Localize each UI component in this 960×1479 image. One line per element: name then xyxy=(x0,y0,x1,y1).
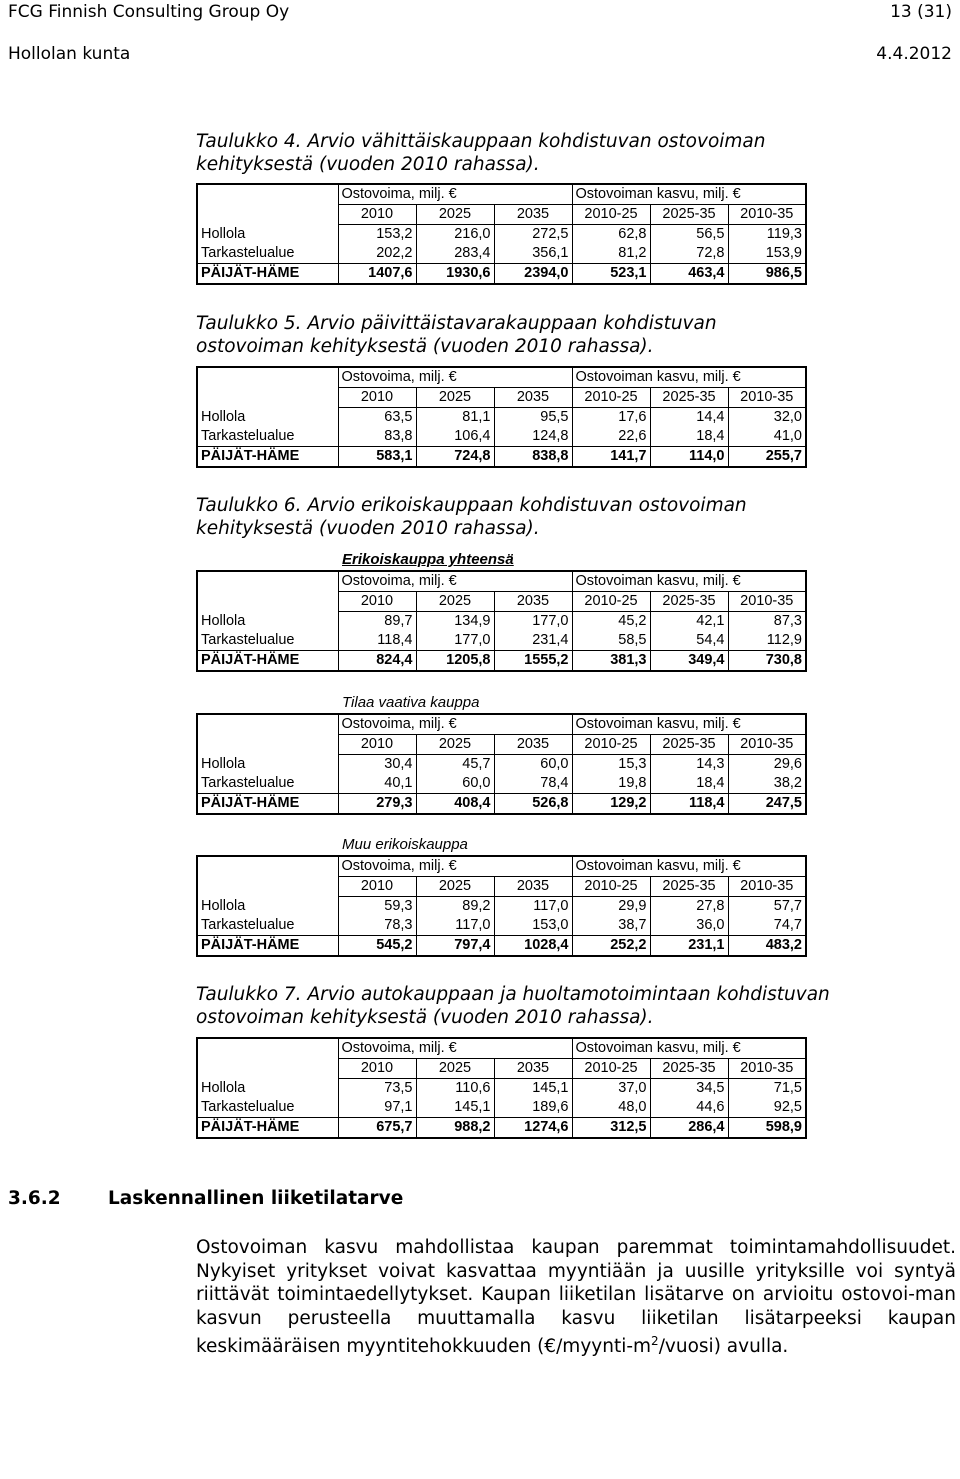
group-header-ostovoima: Ostovoima, milj. € xyxy=(338,184,572,205)
table-cell: 145,1 xyxy=(416,1098,494,1118)
table-row xyxy=(197,264,806,285)
table-cell: 92,5 xyxy=(728,1098,806,1118)
table-cell: 73,5 xyxy=(338,1079,416,1099)
table-cell: 797,4 xyxy=(416,936,494,957)
table-7 xyxy=(196,1037,807,1139)
section-title: Laskennallinen liiketilatarve xyxy=(108,1188,404,1209)
table-cell: 60,0 xyxy=(416,774,494,794)
column-header: 2010-35 xyxy=(728,388,806,408)
table-cell: 106,4 xyxy=(416,427,494,447)
table-cell: 110,6 xyxy=(416,1079,494,1099)
table-cell: 252,2 xyxy=(572,936,650,957)
table-cell: 78,3 xyxy=(338,916,416,936)
table-cell: 58,5 xyxy=(572,631,650,651)
table-cell: 37,0 xyxy=(572,1079,650,1099)
column-header-row xyxy=(197,1059,806,1079)
column-header: 2035 xyxy=(494,877,572,897)
table-cell: 32,0 xyxy=(728,408,806,428)
table-cell: 381,3 xyxy=(572,651,650,672)
caption-text-line2: kehityksestä (vuoden 2010 rahassa). xyxy=(196,154,540,175)
caption-text: Arvio vähittäiskauppaan kohdistuvan ostovoiman xyxy=(307,131,766,152)
table-cell: 231,1 xyxy=(650,936,728,957)
table-cell: 34,5 xyxy=(650,1079,728,1099)
table-cell: 117,0 xyxy=(416,916,494,936)
table-cell: 724,8 xyxy=(416,447,494,468)
column-header: 2010-25 xyxy=(572,1059,650,1079)
table-cell: 19,8 xyxy=(572,774,650,794)
table-cell: 29,9 xyxy=(572,897,650,917)
page-subheader xyxy=(8,44,952,64)
column-header: 2010-25 xyxy=(572,388,650,408)
table-row xyxy=(197,651,806,672)
table-row xyxy=(197,774,806,794)
table-cell: 36,0 xyxy=(650,916,728,936)
table-cell: 1205,8 xyxy=(416,651,494,672)
table-cell: 177,0 xyxy=(416,631,494,651)
column-header: 2010 xyxy=(338,592,416,612)
table-cell: 356,1 xyxy=(494,244,572,264)
column-header: 2035 xyxy=(494,592,572,612)
table-cell: 48,0 xyxy=(572,1098,650,1118)
row-label: Hollola xyxy=(201,408,246,425)
table-row xyxy=(197,225,806,245)
group-header-row xyxy=(197,571,806,592)
table-row xyxy=(197,612,806,632)
table-cell: 119,3 xyxy=(728,225,806,245)
table-cell: 54,4 xyxy=(650,631,728,651)
table-cell: 523,1 xyxy=(572,264,650,285)
table-cell: 89,2 xyxy=(416,897,494,917)
table-cell: 40,1 xyxy=(338,774,416,794)
group-header-kasvu: Ostovoiman kasvu, milj. € xyxy=(572,1038,806,1059)
column-header: 2010 xyxy=(338,877,416,897)
table-5 xyxy=(196,366,807,468)
group-header-kasvu: Ostovoiman kasvu, milj. € xyxy=(572,571,806,592)
table-cell: 272,5 xyxy=(494,225,572,245)
section-heading xyxy=(8,1188,491,1209)
group-header-kasvu: Ostovoiman kasvu, milj. € xyxy=(572,856,806,877)
group-header-row xyxy=(197,1038,806,1059)
page-number: 13 (31) xyxy=(890,2,952,22)
table-row xyxy=(197,408,806,428)
table-cell: 29,6 xyxy=(728,755,806,775)
table-cell: 30,4 xyxy=(338,755,416,775)
table-cell: 62,8 xyxy=(572,225,650,245)
table-cell: 18,4 xyxy=(650,427,728,447)
column-header: 2025 xyxy=(416,205,494,225)
column-header: 2025-35 xyxy=(650,205,728,225)
row-label: Hollola xyxy=(201,1079,246,1096)
table-row xyxy=(197,897,806,917)
table-cell: 247,5 xyxy=(728,794,806,815)
table-cell: 526,8 xyxy=(494,794,572,815)
table-cell: 44,6 xyxy=(650,1098,728,1118)
table-row xyxy=(197,244,806,264)
table-cell: 14,4 xyxy=(650,408,728,428)
column-header-row xyxy=(197,735,806,755)
table-cell: 231,4 xyxy=(494,631,572,651)
column-header-row xyxy=(197,388,806,408)
table-row xyxy=(197,755,806,775)
table-cell: 71,5 xyxy=(728,1079,806,1099)
column-header: 2025-35 xyxy=(650,877,728,897)
table-cell: 216,0 xyxy=(416,225,494,245)
table-cell: 112,9 xyxy=(728,631,806,651)
body-paragraph xyxy=(196,1236,956,1359)
table-cell: 279,3 xyxy=(338,794,416,815)
subtitle-tilaa-vaativa: Tilaa vaativa kauppa xyxy=(342,694,480,711)
column-header: 2010-25 xyxy=(572,877,650,897)
table-cell: 38,7 xyxy=(572,916,650,936)
caption-label: Taulukko 6. xyxy=(196,495,302,516)
table-cell: 83,8 xyxy=(338,427,416,447)
paragraph-text-end: /vuosi) avulla. xyxy=(658,1336,789,1358)
table-row xyxy=(197,447,806,468)
caption-table-5 xyxy=(196,312,717,358)
table-cell: 153,9 xyxy=(728,244,806,264)
caption-table-6 xyxy=(196,494,747,540)
caption-table-4 xyxy=(196,130,765,176)
column-header: 2035 xyxy=(494,735,572,755)
table-cell: 81,2 xyxy=(572,244,650,264)
table-cell: 1930,6 xyxy=(416,264,494,285)
table-cell: 545,2 xyxy=(338,936,416,957)
row-label: Hollola xyxy=(201,225,246,242)
column-header: 2035 xyxy=(494,205,572,225)
column-header: 2035 xyxy=(494,1059,572,1079)
table-cell: 95,5 xyxy=(494,408,572,428)
column-header: 2025-35 xyxy=(650,1059,728,1079)
table-cell: 87,3 xyxy=(728,612,806,632)
table-cell: 81,1 xyxy=(416,408,494,428)
table-cell: 141,7 xyxy=(572,447,650,468)
table-cell: 730,8 xyxy=(728,651,806,672)
table-4 xyxy=(196,183,807,285)
row-label: Hollola xyxy=(201,897,246,914)
table-6c xyxy=(196,855,807,957)
table-cell: 1407,6 xyxy=(338,264,416,285)
caption-text-line2: ostovoiman kehityksestä (vuoden 2010 rahassa). xyxy=(196,1007,654,1028)
table-cell: 177,0 xyxy=(494,612,572,632)
section-number: 3.6.2 xyxy=(8,1188,61,1209)
row-label: Tarkastelualue xyxy=(201,917,295,933)
subtitle-erikoiskauppa: Erikoiskauppa yhteensä xyxy=(342,551,514,568)
group-header-ostovoima: Ostovoima, milj. € xyxy=(338,367,572,388)
row-label: PÄIJÄT-HÄME xyxy=(197,794,338,815)
column-header: 2010-35 xyxy=(728,735,806,755)
table-cell: 56,5 xyxy=(650,225,728,245)
table-cell: 145,1 xyxy=(494,1079,572,1099)
table-cell: 153,2 xyxy=(338,225,416,245)
column-header-row xyxy=(197,592,806,612)
row-label: Tarkastelualue xyxy=(201,632,295,648)
paragraph-text: Ostovoiman kasvu mahdollistaa kaupan paremmat toimintamahdollisuudet. Nykyiset yritykset voivat kasvattaa myyntiään ja uusille yrityksille voi syntyä riittävät toimintaedellytykset. Kaupan liiketilan lisätarve on arvioitu ostovoi-man kasvun perusteella muuttamalla kasvu liiketilan lisätarpeeksi kaupan keskimääräisen myyntitehokkuuden (€/myynti-m xyxy=(196,1237,956,1358)
column-header: 2025-35 xyxy=(650,735,728,755)
table-cell: 117,0 xyxy=(494,897,572,917)
group-header-ostovoima: Ostovoima, milj. € xyxy=(338,571,572,592)
caption-label: Taulukko 7. xyxy=(196,984,302,1005)
table-row xyxy=(197,1079,806,1099)
table-cell: 14,3 xyxy=(650,755,728,775)
municipality-name: Hollolan kunta xyxy=(8,44,131,64)
table-cell: 286,4 xyxy=(650,1118,728,1139)
table-cell: 118,4 xyxy=(650,794,728,815)
table-cell: 41,0 xyxy=(728,427,806,447)
table-6b xyxy=(196,713,807,815)
group-header-row xyxy=(197,367,806,388)
table-cell: 189,6 xyxy=(494,1098,572,1118)
table-cell: 283,4 xyxy=(416,244,494,264)
table-cell: 583,1 xyxy=(338,447,416,468)
row-label: Tarkastelualue xyxy=(201,775,295,791)
caption-table-7 xyxy=(196,983,830,1029)
table-cell: 114,0 xyxy=(650,447,728,468)
table-cell: 72,8 xyxy=(650,244,728,264)
row-label: PÄIJÄT-HÄME xyxy=(197,1118,338,1139)
table-cell: 74,7 xyxy=(728,916,806,936)
column-header: 2035 xyxy=(494,388,572,408)
caption-text: Arvio päivittäistavarakauppaan kohdistuvan xyxy=(307,313,717,334)
column-header: 2010 xyxy=(338,1059,416,1079)
table-cell: 349,4 xyxy=(650,651,728,672)
subtitle-muu-erikoiskauppa: Muu erikoiskauppa xyxy=(342,836,468,853)
row-label: PÄIJÄT-HÄME xyxy=(197,264,338,285)
row-label: Tarkastelualue xyxy=(201,428,295,444)
table-cell: 38,2 xyxy=(728,774,806,794)
column-header: 2010 xyxy=(338,388,416,408)
table-cell: 27,8 xyxy=(650,897,728,917)
column-header: 2010 xyxy=(338,205,416,225)
table-cell: 18,4 xyxy=(650,774,728,794)
row-label: Hollola xyxy=(201,612,246,629)
group-header-ostovoima: Ostovoima, milj. € xyxy=(338,1038,572,1059)
group-header-row xyxy=(197,714,806,735)
column-header: 2025-35 xyxy=(650,388,728,408)
table-cell: 1555,2 xyxy=(494,651,572,672)
table-cell: 45,7 xyxy=(416,755,494,775)
table-row xyxy=(197,1118,806,1139)
caption-text: Arvio erikoiskauppaan kohdistuvan ostovoiman xyxy=(307,495,747,516)
table-cell: 78,4 xyxy=(494,774,572,794)
table-cell: 22,6 xyxy=(572,427,650,447)
table-cell: 97,1 xyxy=(338,1098,416,1118)
column-header: 2025 xyxy=(416,735,494,755)
table-cell: 15,3 xyxy=(572,755,650,775)
superscript: 2 xyxy=(651,1334,659,1348)
caption-text: Arvio autokauppaan ja huoltamotoimintaan kohdistuvan xyxy=(307,984,830,1005)
table-cell: 59,3 xyxy=(338,897,416,917)
column-header: 2025 xyxy=(416,388,494,408)
group-header-row xyxy=(197,184,806,205)
table-cell: 483,2 xyxy=(728,936,806,957)
row-label: Tarkastelualue xyxy=(201,245,295,261)
table-cell: 45,2 xyxy=(572,612,650,632)
column-header: 2010-35 xyxy=(728,877,806,897)
table-cell: 408,4 xyxy=(416,794,494,815)
table-cell: 129,2 xyxy=(572,794,650,815)
table-cell: 255,7 xyxy=(728,447,806,468)
caption-text-line2: kehityksestä (vuoden 2010 rahassa). xyxy=(196,518,540,539)
group-header-kasvu: Ostovoiman kasvu, milj. € xyxy=(572,714,806,735)
column-header: 2010-25 xyxy=(572,592,650,612)
table-6a xyxy=(196,570,807,672)
group-header-ostovoima: Ostovoima, milj. € xyxy=(338,856,572,877)
table-cell: 60,0 xyxy=(494,755,572,775)
column-header-row xyxy=(197,877,806,897)
table-cell: 988,2 xyxy=(416,1118,494,1139)
table-row xyxy=(197,916,806,936)
table-cell: 118,4 xyxy=(338,631,416,651)
page-header xyxy=(8,2,952,22)
table-cell: 89,7 xyxy=(338,612,416,632)
caption-label: Taulukko 5. xyxy=(196,313,302,334)
table-cell: 824,4 xyxy=(338,651,416,672)
column-header: 2010-35 xyxy=(728,1059,806,1079)
table-row xyxy=(197,936,806,957)
table-cell: 202,2 xyxy=(338,244,416,264)
column-header-row xyxy=(197,205,806,225)
table-cell: 312,5 xyxy=(572,1118,650,1139)
column-header: 2010-35 xyxy=(728,205,806,225)
caption-label: Taulukko 4. xyxy=(196,131,302,152)
table-cell: 63,5 xyxy=(338,408,416,428)
group-header-kasvu: Ostovoiman kasvu, milj. € xyxy=(572,367,806,388)
row-label: Hollola xyxy=(201,755,246,772)
table-cell: 1274,6 xyxy=(494,1118,572,1139)
table-cell: 153,0 xyxy=(494,916,572,936)
company-name: FCG Finnish Consulting Group Oy xyxy=(8,2,290,22)
table-cell: 57,7 xyxy=(728,897,806,917)
table-row xyxy=(197,794,806,815)
table-cell: 675,7 xyxy=(338,1118,416,1139)
column-header: 2010 xyxy=(338,735,416,755)
column-header: 2025 xyxy=(416,1059,494,1079)
group-header-kasvu: Ostovoiman kasvu, milj. € xyxy=(572,184,806,205)
document-date: 4.4.2012 xyxy=(876,44,952,64)
table-cell: 598,9 xyxy=(728,1118,806,1139)
table-row xyxy=(197,1098,806,1118)
column-header: 2010-25 xyxy=(572,735,650,755)
group-header-row xyxy=(197,856,806,877)
row-label: Tarkastelualue xyxy=(201,1099,295,1115)
table-row xyxy=(197,427,806,447)
column-header: 2025 xyxy=(416,592,494,612)
column-header: 2025-35 xyxy=(650,592,728,612)
column-header: 2025 xyxy=(416,877,494,897)
table-cell: 42,1 xyxy=(650,612,728,632)
column-header: 2010-35 xyxy=(728,592,806,612)
table-cell: 986,5 xyxy=(728,264,806,285)
table-cell: 134,9 xyxy=(416,612,494,632)
table-cell: 1028,4 xyxy=(494,936,572,957)
table-row xyxy=(197,631,806,651)
caption-text-line2: ostovoiman kehityksestä (vuoden 2010 rahassa). xyxy=(196,336,654,357)
column-header: 2010-25 xyxy=(572,205,650,225)
table-cell: 838,8 xyxy=(494,447,572,468)
row-label: PÄIJÄT-HÄME xyxy=(197,936,338,957)
table-cell: 2394,0 xyxy=(494,264,572,285)
row-label: PÄIJÄT-HÄME xyxy=(197,651,338,672)
row-label: PÄIJÄT-HÄME xyxy=(197,447,338,468)
group-header-ostovoima: Ostovoima, milj. € xyxy=(338,714,572,735)
table-cell: 463,4 xyxy=(650,264,728,285)
table-cell: 17,6 xyxy=(572,408,650,428)
table-cell: 124,8 xyxy=(494,427,572,447)
